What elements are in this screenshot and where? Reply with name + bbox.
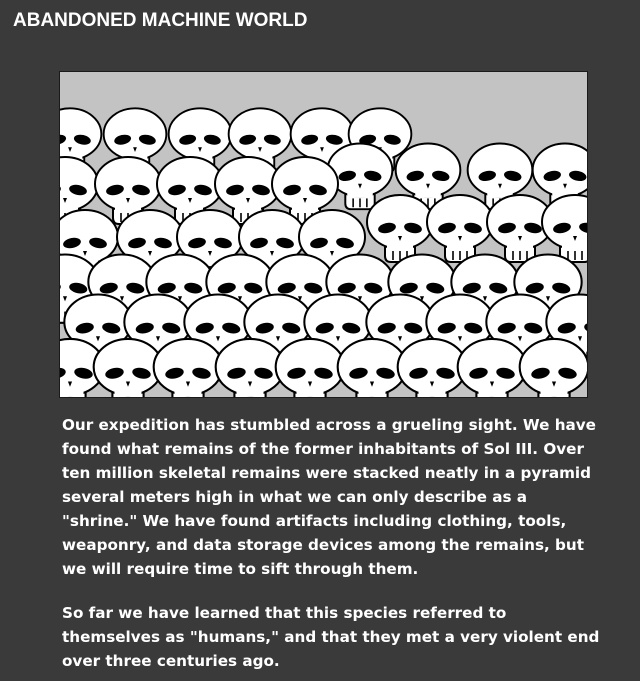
- skull-icon: [398, 339, 467, 397]
- skull-icon: [542, 195, 587, 262]
- skull-icon: [216, 339, 285, 397]
- skull-icon: [367, 195, 433, 262]
- skull-icon: [458, 339, 527, 397]
- skull-icon: [94, 339, 163, 397]
- story-paragraph-2: So far we have learned that this species referred to themselves as "humans," and that they met a very violent end over three centuries ago.: [62, 604, 600, 670]
- skull-icon: [154, 339, 223, 397]
- story-paragraph-1: Our expedition has stumbled across a grueling sight. We have found what remains of the former inhabitants of Sol III. Over ten million skeletal remains were stacked neatly in a pyramid several meters high in what we can only describe as a "shrine." We have found artifacts including clothing, tools, weaponry, and data storage devices among the remains, but we will require time to sift through them.: [62, 416, 596, 578]
- story-text: [62, 413, 602, 681]
- skull-icon: [338, 339, 407, 397]
- skull-icon: [520, 339, 587, 397]
- skull-icon: [427, 195, 493, 262]
- skull-icon: [276, 339, 345, 397]
- skull-pile-illustration: [59, 71, 588, 398]
- page-title: ABANDONED MACHINE WORLD: [13, 10, 308, 31]
- skull-pile-image: [60, 72, 587, 397]
